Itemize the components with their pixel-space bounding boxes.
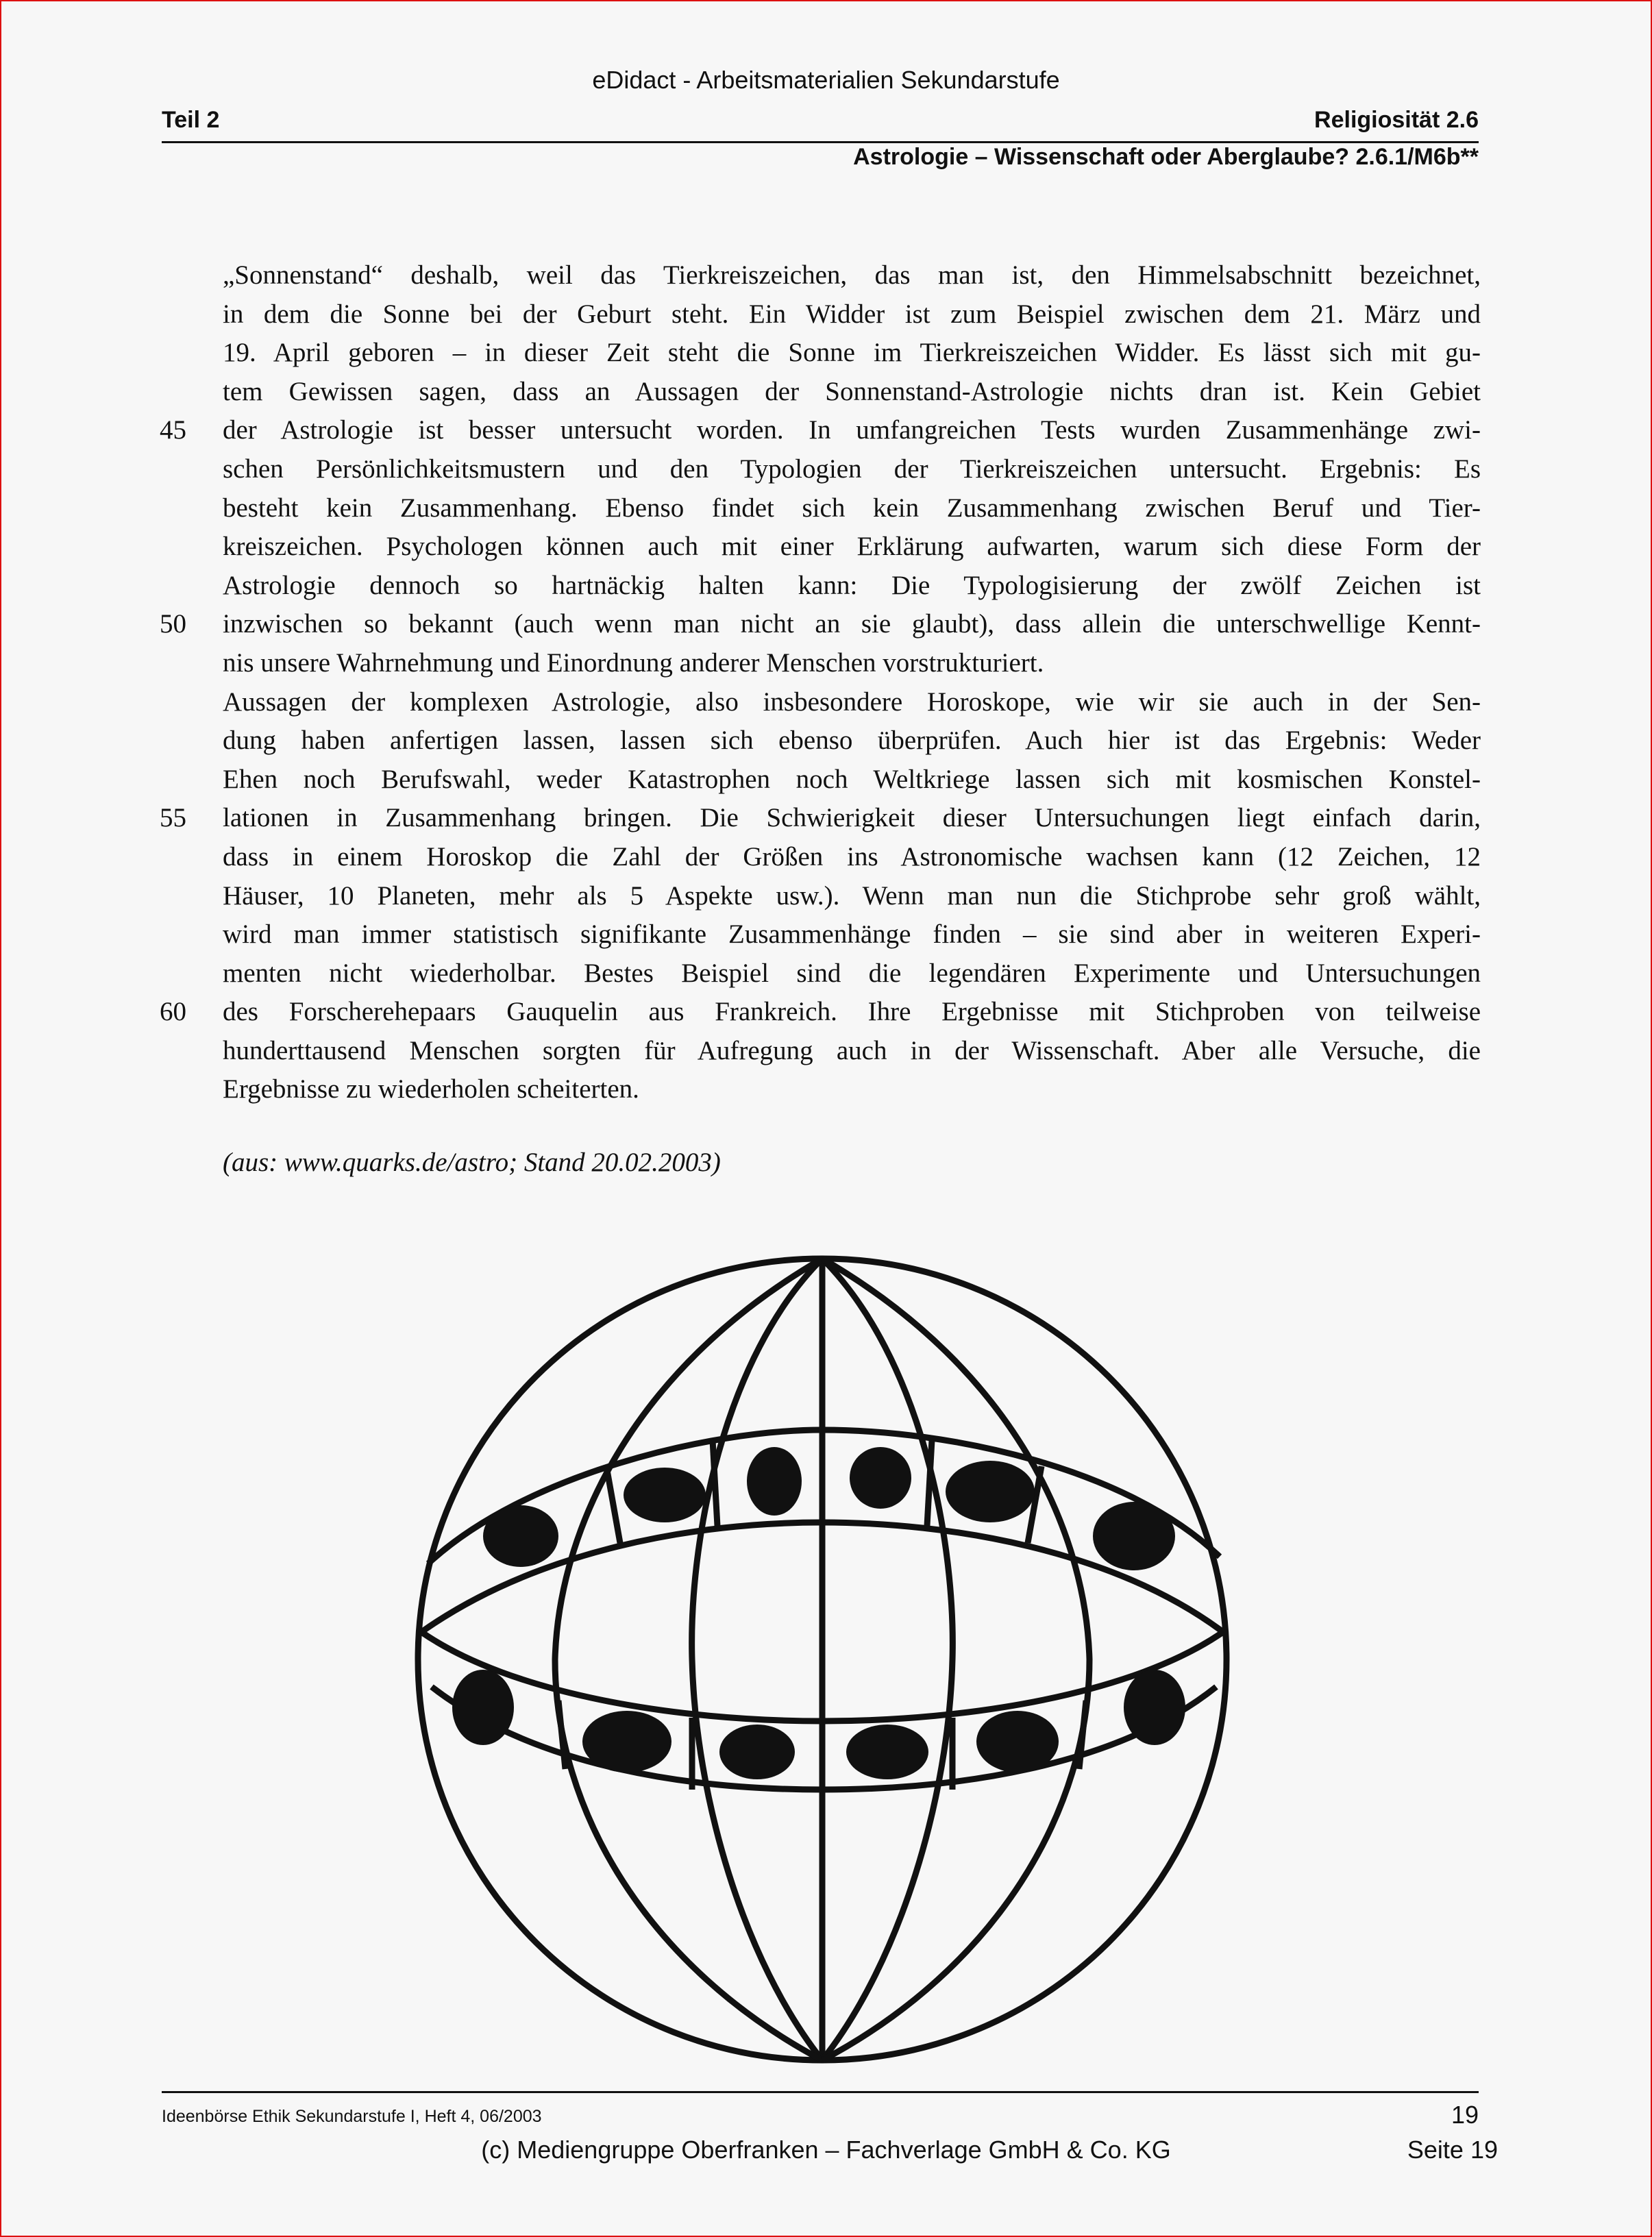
zodiac-figure <box>582 1711 671 1772</box>
text-line <box>160 993 1481 1032</box>
text-line <box>160 411 1481 450</box>
line-text: in dem die Sonne bei der Geburt steht. Ein Widder ist zum Beispiel zwischen dem 21. März und <box>223 299 1481 329</box>
band-divider <box>558 1701 565 1769</box>
text-line <box>223 489 1481 528</box>
line-text: inzwischen so bekannt (auch wenn man nicht an sie glaubt), dass allein die unterschwellige Kennt- <box>223 609 1481 639</box>
source-citation: (aus: www.quarks.de/astro; Stand 20.02.2003) <box>223 1148 721 1177</box>
line-text: besteht kein Zusammenhang. Ebenso findet sich kein Zusammenhang zwischen Beruf und Tier- <box>223 493 1481 523</box>
site-title: eDidact - Arbeitsmaterialien Sekundarstufe <box>592 66 1060 94</box>
zodiac-figure <box>1124 1670 1185 1745</box>
globe-meridian <box>822 1259 952 2060</box>
text-line <box>223 295 1481 334</box>
band-divider <box>1079 1701 1086 1769</box>
text-line <box>223 954 1481 993</box>
text-line <box>223 567 1481 606</box>
text-line <box>160 799 1481 838</box>
page-label: Seite 19 <box>1407 2136 1498 2164</box>
zodiac-figure <box>747 1447 802 1516</box>
line-text: der Astrologie ist besser untersucht worden. In umfangreichen Tests wurden Zusammenhänge zwi- <box>223 415 1481 445</box>
line-text: Aussagen der komplexen Astrologie, also insbesondere Horoskope, wie wir sie auch in der Sen- <box>223 687 1481 717</box>
text-line <box>223 721 1481 761</box>
header-rule <box>162 141 1479 143</box>
line-text: kreiszeichen. Psychologen können auch mit einer Erklärung aufwarten, warum sich diese Form der <box>223 532 1481 562</box>
publication-info: Ideenbörse Ethik Sekundarstufe I, Heft 4, 06/2003 <box>162 2107 542 2126</box>
zodiac-figure <box>624 1468 706 1522</box>
line-text: Ergebnisse zu wiederholen scheiterten. <box>223 1074 639 1104</box>
globe-meridian <box>555 1259 822 2060</box>
text-line <box>223 256 1481 295</box>
line-text: dung haben anfertigen lassen, lassen sich ebenso überprüfen. Auch hier ist das Ergebnis: Weder <box>223 726 1481 756</box>
line-text: dass in einem Horoskop die Zahl der Größen ins Astronomische wachsen kann (12 Zeichen, 12 <box>223 841 1481 872</box>
text-line <box>223 1032 1481 1071</box>
text-line <box>160 605 1481 644</box>
text-line <box>223 334 1481 373</box>
zodiac-figure <box>483 1505 558 1567</box>
band-divider <box>606 1466 620 1543</box>
footer-rule <box>162 2091 1479 2093</box>
line-text: Astrologie dennoch so hartnäckig halten kann: Die Typologisierung der zwölf Zeichen ist <box>223 570 1481 600</box>
line-text: lationen in Zusammenhang bringen. Die Schwierigkeit dieser Untersuchungen liegt einfach darin, <box>223 803 1481 833</box>
line-text: nis unsere Wahrnehmung und Einordnung anderer Menschen vorstrukturiert. <box>223 647 1044 678</box>
line-text: tem Gewissen sagen, dass an Aussagen der Sonnenstand-Astrologie nichts dran ist. Kein Gebiet <box>223 376 1481 406</box>
text-line <box>223 450 1481 489</box>
line-text: „Sonnenstand“ deshalb, weil das Tierkreiszeichen, das man ist, den Himmelsabschnitt bezeichnet, <box>223 260 1481 290</box>
line-number: 60 <box>160 997 186 1027</box>
zodiac-figure <box>946 1461 1035 1522</box>
line-number: 55 <box>160 803 186 833</box>
part-label: Teil 2 <box>162 107 220 133</box>
zodiac-figure <box>1093 1502 1175 1570</box>
line-text: 19. April geboren – in dieser Zeit steht die Sonne im Tierkreiszeichen Widder. Es lässt sich mit gu- <box>223 338 1481 368</box>
globe-meridian <box>822 1259 1089 2060</box>
text-line <box>223 1070 1481 1109</box>
text-line <box>223 683 1481 722</box>
line-text: hunderttausend Menschen sorgten für Aufregung auch in der Wissenschaft. Aber alle Versuche, die <box>223 1035 1481 1065</box>
article-body <box>160 256 1481 1109</box>
line-number: 45 <box>160 415 186 445</box>
text-line <box>223 915 1481 954</box>
zodiac-figure <box>850 1447 911 1509</box>
globe-meridian <box>692 1259 822 2060</box>
text-line <box>223 838 1481 877</box>
line-text: menten nicht wiederholbar. Bestes Beispiel sind die legendären Experimente und Untersuchungen <box>223 958 1481 988</box>
zodiac-figure <box>976 1711 1059 1772</box>
section-label: Religiosität 2.6 <box>1314 107 1479 133</box>
line-text: Ehen noch Berufswahl, weder Katastrophen noch Weltkriege lassen sich mit kosmischen Konstel- <box>223 764 1481 794</box>
text-line <box>223 644 1481 683</box>
zodiac-figure <box>719 1725 795 1779</box>
line-text: schen Persönlichkeitsmustern und den Typologien der Tierkreiszeichen untersucht. Ergebnis: Es <box>223 454 1481 484</box>
worksheet-subtitle: Astrologie – Wissenschaft oder Aberglaube? 2.6.1/M6b** <box>853 144 1479 170</box>
page-number: 19 <box>1451 2101 1479 2129</box>
text-line <box>223 528 1481 567</box>
line-text: wird man immer statistisch signifikante Zusammenhänge finden – sie sind aber in weiteren Experi- <box>223 919 1481 950</box>
zodiac-figure <box>846 1725 928 1779</box>
line-text: Häuser, 10 Planeten, mehr als 5 Aspekte usw.). Wenn man nun die Stichprobe sehr groß wählt, <box>223 880 1481 911</box>
text-line <box>223 761 1481 800</box>
text-line <box>223 877 1481 916</box>
zodiac-figure <box>452 1670 514 1745</box>
copyright-notice: (c) Mediengruppe Oberfranken – Fachverlage GmbH & Co. KG <box>481 2136 1171 2164</box>
line-text: des Forscherehepaars Gauquelin aus Frankreich. Ihre Ergebnisse mit Stichproben von teilweise <box>223 997 1481 1027</box>
text-line <box>223 373 1481 412</box>
line-number: 50 <box>160 609 186 639</box>
zodiac-celestial-globe-icon <box>401 1248 1244 2067</box>
